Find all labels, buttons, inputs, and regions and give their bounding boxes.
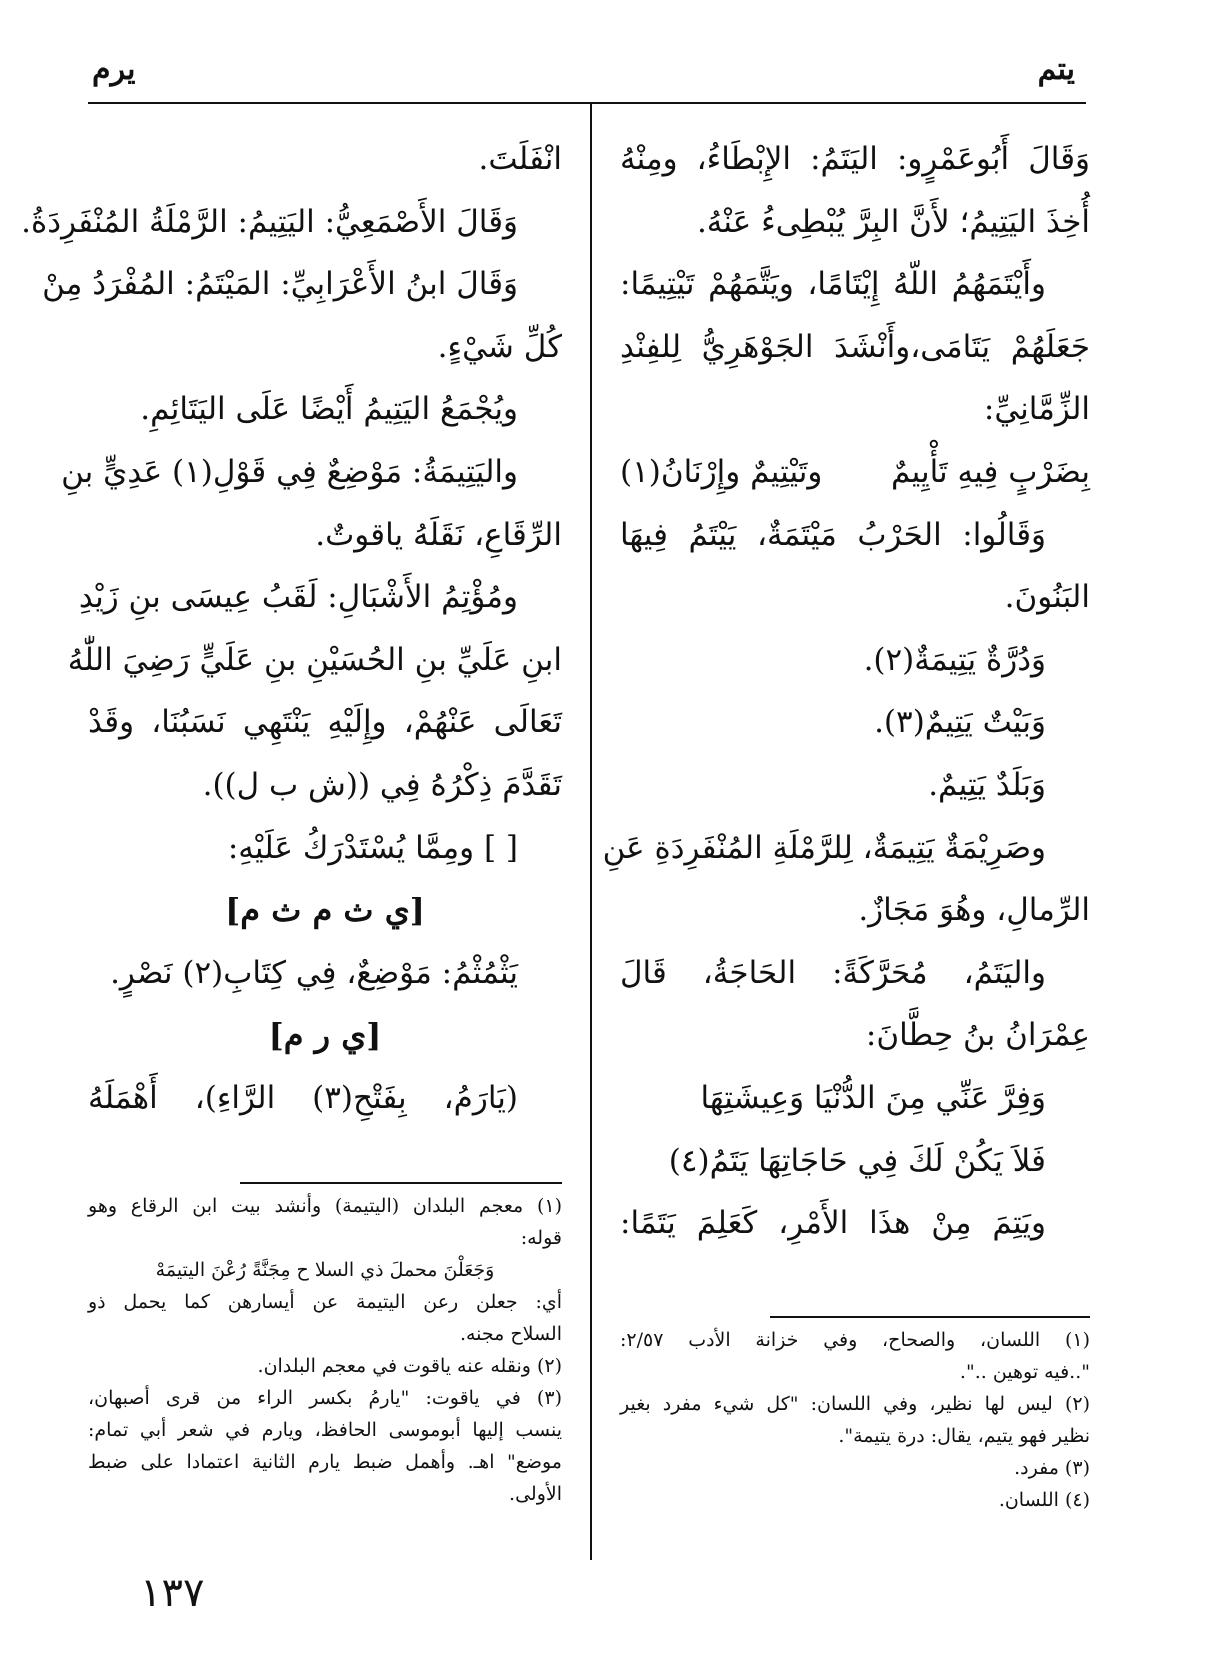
entry-heading: [ي ث م ث م] [225, 891, 425, 930]
text-line: تَقَدَّمَ ذِكْرُهُ فِي ((ش ب ل)). [202, 766, 562, 803]
footnotes-left [88, 1190, 562, 1510]
footnote-line: (٣) في ياقوت: "يارمُ بكسر الراء من قرى أصبهان، [88, 1387, 562, 1409]
text-line: الرِّمالِ، وهُوَ مَجَازٌ. [858, 892, 1090, 929]
footnote-line: ينسب إليها أبوموسى الحافظ، ويارم في شعر أبي تمام: [88, 1419, 562, 1441]
verse-hemistich-second: وتَيْتِيمٌ وإِرْنَانُ(١) [620, 453, 823, 490]
text-line: وَدُرَّةٌ يَتِيمَةٌ(٢). [863, 641, 1046, 678]
footnote-line: (٢) ليس لها نظير، وفي اللسان: "كل شيء مفرد بغير [620, 1393, 1090, 1415]
page-number: ١٣٧ [140, 1570, 205, 1616]
footnotes-right [620, 1324, 1090, 1516]
text-line: انْفَلَتَ. [478, 141, 562, 177]
footnote-verse: وَجَعَلْنَ محملَ ذي السلا ح مِجَنَّةً رُعْنَ اليتيمَهْ [155, 1259, 495, 1281]
text-line: ويَتِمَ مِنْ هذَا الأَمْرِ، كَعَلِمَ يَتَمًا: [620, 1205, 1046, 1242]
column-divider [590, 104, 592, 1560]
text-line: وَقَالَ الأَصْمَعِيُّ: اليَتِيمُ: الرَّمْلَةُ المُنْفَرِدَةُ. [21, 203, 518, 240]
footnote-line: الأولى. [509, 1483, 562, 1505]
text-line: يَثْمُثْمُ: مَوْضِعٌ، فِي كِتَابِ(٢) نَصْرٍ. [110, 954, 518, 991]
text-line: كُلِّ شَيْءٍ. [437, 328, 562, 365]
text-line: وَبَلَدٌ يَتِيمٌ. [928, 766, 1046, 803]
verse-line: فَلاَ يَكُنْ لَكَ فِي حَاجَاتِهَا يَتَمُ(٤) [668, 1142, 1046, 1179]
footnote-line: نظير فهو يتيم، يقال: درة يتيمة". [838, 1425, 1090, 1447]
right-column [602, 128, 1090, 1255]
verse-line [620, 441, 1090, 504]
text-line: وَقَالَ أَبُوعَمْرٍو: اليَتَمُ: الإِبْطَاءُ، ومِنْهُ [620, 141, 1090, 177]
verse-hemistich-first: بِضَرْبٍ فِيهِ تَأْيِيمٌ [891, 453, 1090, 490]
verse-line: وَفِرَّ عَنِّي مِنَ الدُّنْيَا وَعِيشَتِهَا [700, 1079, 1046, 1116]
text-line: [ ] ومِمَّا يُسْتَدْرَكُ عَلَيْهِ: [227, 829, 518, 866]
text-line: (يَارَمُ، بِفَتْحِ(٣) الرَّاءِ)، أَهْمَلَهُ [88, 1079, 518, 1116]
running-header-left: يرم [92, 52, 136, 87]
text-line: الرِّقَاعِ، نَقَلَهُ ياقوتٌ. [315, 516, 562, 553]
footnote-line: (٢) ونقله عنه ياقوت في معجم البلدان. [257, 1355, 562, 1377]
text-line: واليَتِيمَةُ: مَوْضِعٌ فِي قَوْلِ(١) عَدِيٍّ بنِ [61, 453, 518, 490]
text-line: وَبَيْتٌ يَتِيمٌ(٣). [874, 704, 1046, 741]
text-line: الزِّمَّانِيِّ: [983, 391, 1090, 428]
text-line: وَقَالَ ابنُ الأَعْرَابِيِّ: المَيْتَمُ: المُفْرَدُ مِنْ [42, 266, 518, 303]
text-line: البَنُونَ. [1004, 579, 1090, 616]
footnote-line: (١) اللسان، والصحاح، وفي خزانة الأدب ٢/٥٧: [620, 1329, 1090, 1351]
text-line: وصَرِيْمَةٌ يَتِيمَةٌ، لِلرَّمْلَةِ المُنْفَرِدَةِ عَنِ [602, 829, 1046, 866]
text-line: جَعَلَهُمْ يَتَامَى،وأَنْشَدَ الجَوْهَرِيُّ لِلفِنْدِ [620, 328, 1090, 365]
footnote-line: السلاح مجنه. [459, 1323, 562, 1345]
text-line: وَقَالُوا: الحَرْبُ مَيْتَمَةٌ، يَيْتَمُ فِيهَا [620, 516, 1046, 553]
running-header-right: يتم [1037, 52, 1075, 87]
text-line: ابنِ عَلَيِّ بنِ الحُسَيْنِ بنِ عَلَيٍّ رَضِيَ اللّٰهُ [67, 641, 562, 678]
footnote-line: قوله: [520, 1227, 562, 1249]
footnote-line: (٤) اللسان. [998, 1489, 1090, 1511]
footnote-line: أي: جعلن رعن اليتيمة عن أيسارهن كما يحمل ذو [88, 1291, 562, 1313]
text-line: ويُجْمَعُ اليَتِيمُ أَيْضًا عَلَى اليَتَائِمِ. [140, 391, 518, 428]
entry-heading: [ي ر م] [268, 1016, 382, 1055]
footnote-rule-left [240, 1182, 562, 1184]
text-line: أُخِذَ اليَتِيمُ؛ لأَنَّ البِرَّ يُبْطِىءُ عَنْهُ. [696, 203, 1090, 240]
header-rule [88, 102, 1086, 104]
footnote-line: (٣) مفرد. [1014, 1457, 1090, 1479]
text-line: وأَيْتَمَهُمُ اللّهُ إِيْتَامًا، ويَتَّمَهُمْ تَيْتِيمًا: [620, 266, 1046, 303]
footnote-rule-right [770, 1316, 1090, 1318]
footnote-line: "..فيه توهين ..". [959, 1361, 1090, 1383]
footnote-line: موضع" اهـ. وأهمل ضبط يارم الثانية اعتمادا على ضبط [88, 1451, 562, 1473]
text-line: ومُؤْتِمُ الأَشْبَالِ: لَقَبُ عِيسَى بنِ زَيْدِ [78, 579, 518, 616]
text-line: واليَتَمُ، مُحَرَّكَةً: الحَاجَةُ، قَالَ [620, 954, 1046, 991]
text-line: عِمْرَانُ بنُ حِطَّانَ: [865, 1017, 1090, 1054]
left-column [21, 128, 562, 1130]
text-line: تَعَالَى عَنْهُمْ، وإِلَيْهِ يَنْتَهِي نَسَبُنَا، وقَدْ [88, 704, 562, 741]
footnote-line: (١) معجم البلدان (اليتيمة) وأنشد بيت ابن الرقاع وهو [88, 1195, 562, 1217]
